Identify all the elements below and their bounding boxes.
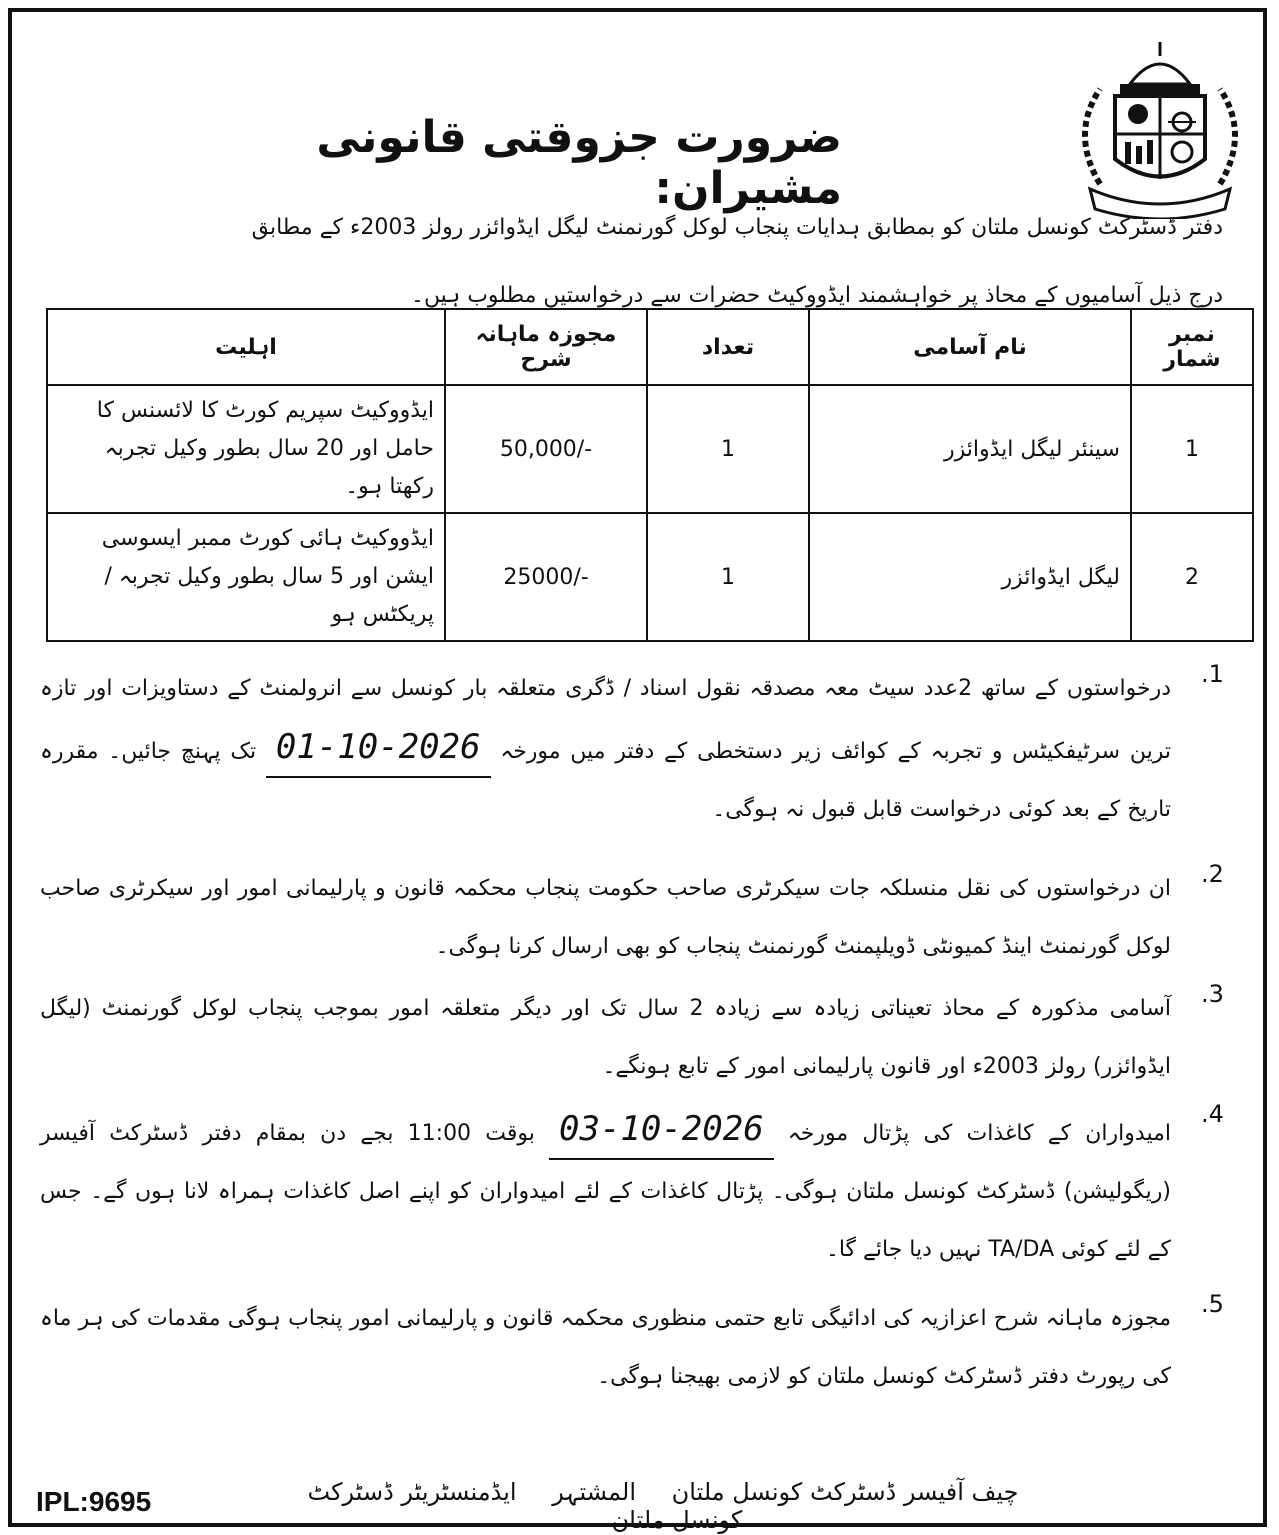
row-count: 1 bbox=[647, 513, 809, 641]
item-number: .3 bbox=[1201, 980, 1224, 1008]
row-serial: 1 bbox=[1131, 385, 1253, 513]
header-eligibility: اہلیت bbox=[47, 309, 445, 385]
row-eligibility: ایڈووکیٹ ہائی کورٹ ممبر ایسوسی ایشن اور 5 سال بطور وکیل تجربہ / پریکٹس ہو bbox=[47, 513, 445, 641]
signature-line bbox=[290, 1478, 1050, 1534]
item-number: .5 bbox=[1201, 1290, 1224, 1318]
table-row bbox=[47, 513, 1253, 641]
item-text bbox=[40, 660, 1171, 839]
handwritten-date: 03-10-2026 bbox=[549, 1100, 774, 1160]
table-row bbox=[47, 385, 1253, 513]
ipl-code: IPL:9695 bbox=[36, 1486, 152, 1517]
posts-table bbox=[46, 308, 1254, 642]
item-text: ان درخواستوں کی نقل منسلکہ جات سیکرٹری صاحب حکومت پنجاب محکمہ قانون و پارلیمانی امور اور سیکرٹری صاحب لوکل گورنمنٹ اینڈ کمیونٹی ڈویلپمنٹ گورنمنٹ پنجاب کو بھی ارسال کرنا ہوگی۔ bbox=[40, 876, 1171, 959]
page-title: ضرورت جزوقتی قانونی مشیران: bbox=[316, 112, 842, 214]
item-text-a: امیدواران کے کاغذات کی پڑتال مورخہ bbox=[787, 1121, 1171, 1146]
intro-line-2: درج ذیل آسامیوں کے محاذ پر خواہشمند ایڈووکیٹ حضرات سے درخواستیں مطلوب ہیں۔ bbox=[411, 283, 1223, 308]
intro-line-1: دفتر ڈسٹرکٹ کونسل ملتان کو بمطابق ہدایات پنجاب لوکل گورنمنٹ لیگل ایڈوائزر رولز 2003ء کے مطابق bbox=[251, 215, 1223, 240]
item-text: آسامی مذکورہ کے محاذ تعیناتی زیادہ سے زیادہ 2 سال تک اور دیگر متعلقہ امور بموجب پنجاب لوکل گورنمنٹ (لیگل ایڈوائزر) رولز 2003ء اور قانون پارلیمانی امور کے تابع ہونگے۔ bbox=[40, 996, 1171, 1079]
item-text-a: درخواستوں کے ساتھ 2عدد سیٹ معہ مصدقہ نقول اسناد / ڈگری متعلقہ بار کونسل سے انرولمنٹ کے دستاویزات اور تازہ ترین سرٹیفکیٹس و تجربہ کے کوائف زیر دستخطی کے دفتر میں مورخہ bbox=[40, 676, 1171, 764]
item-text-b: بوقت 11:00 بجے دن بمقام دفتر ڈسٹرکٹ آفیسر (ریگولیشن) ڈسٹرکٹ کونسل ملتان ہوگی۔ پڑتال کاغذات کے لئے امیدواران کو اپنے اصل کاغذات ہمراہ لانا ہوں گے۔ جس کے لئے کوئی TA/DA نہیں دیا جائے گا۔ bbox=[40, 1121, 1171, 1262]
header-count: تعداد bbox=[647, 309, 809, 385]
item-text: مجوزہ ماہانہ شرح اعزازیہ کی ادائیگی تابع حتمی منظوری محکمہ قانون و پارلیمانی امور پنجاب ہوگی مقدمات کی ہر ماہ کی رپورٹ دفتر ڈسٹرکٹ کونسل ملتان کو لازمی بھیجنا ہوگی۔ bbox=[40, 1306, 1171, 1389]
row-count: 1 bbox=[647, 385, 809, 513]
row-post-name: لیگل ایڈوائزر bbox=[809, 513, 1131, 641]
item-text bbox=[40, 1100, 1171, 1279]
row-monthly-pay: 50,000/- bbox=[445, 385, 647, 513]
header-serial: نمبر شمار bbox=[1131, 309, 1253, 385]
signature-right: ایڈمنسٹریٹر ڈسٹرکٹ کونسل ملتان bbox=[307, 1478, 743, 1534]
row-monthly-pay: 25000/- bbox=[445, 513, 647, 641]
header-post-name: نام آسامی bbox=[809, 309, 1131, 385]
row-post-name: سینئر لیگل ایڈوائزر bbox=[809, 385, 1131, 513]
signature-middle: المشتہر bbox=[552, 1478, 636, 1506]
table-header-row bbox=[47, 309, 1253, 385]
row-serial: 2 bbox=[1131, 513, 1253, 641]
item-number: .1 bbox=[1201, 660, 1224, 688]
item-text-b: تک پہنچ جائیں۔ مقررہ تاریخ کے بعد کوئی درخواست قابل قبول نہ ہوگی۔ bbox=[40, 739, 1171, 822]
item-number: .2 bbox=[1201, 860, 1224, 888]
handwritten-date: 01-10-2026 bbox=[266, 718, 491, 778]
district-council-emblem-icon bbox=[1060, 34, 1260, 219]
row-eligibility: ایڈووکیٹ سپریم کورٹ کا لائسنس کا حامل اور 20 سال بطور وکیل تجربہ رکھتا ہو۔ bbox=[47, 385, 445, 513]
signature-left: چیف آفیسر ڈسٹرکٹ کونسل ملتان bbox=[671, 1478, 1019, 1506]
header-monthly-pay: مجوزہ ماہانہ شرح bbox=[445, 309, 647, 385]
item-number: .4 bbox=[1201, 1100, 1224, 1128]
